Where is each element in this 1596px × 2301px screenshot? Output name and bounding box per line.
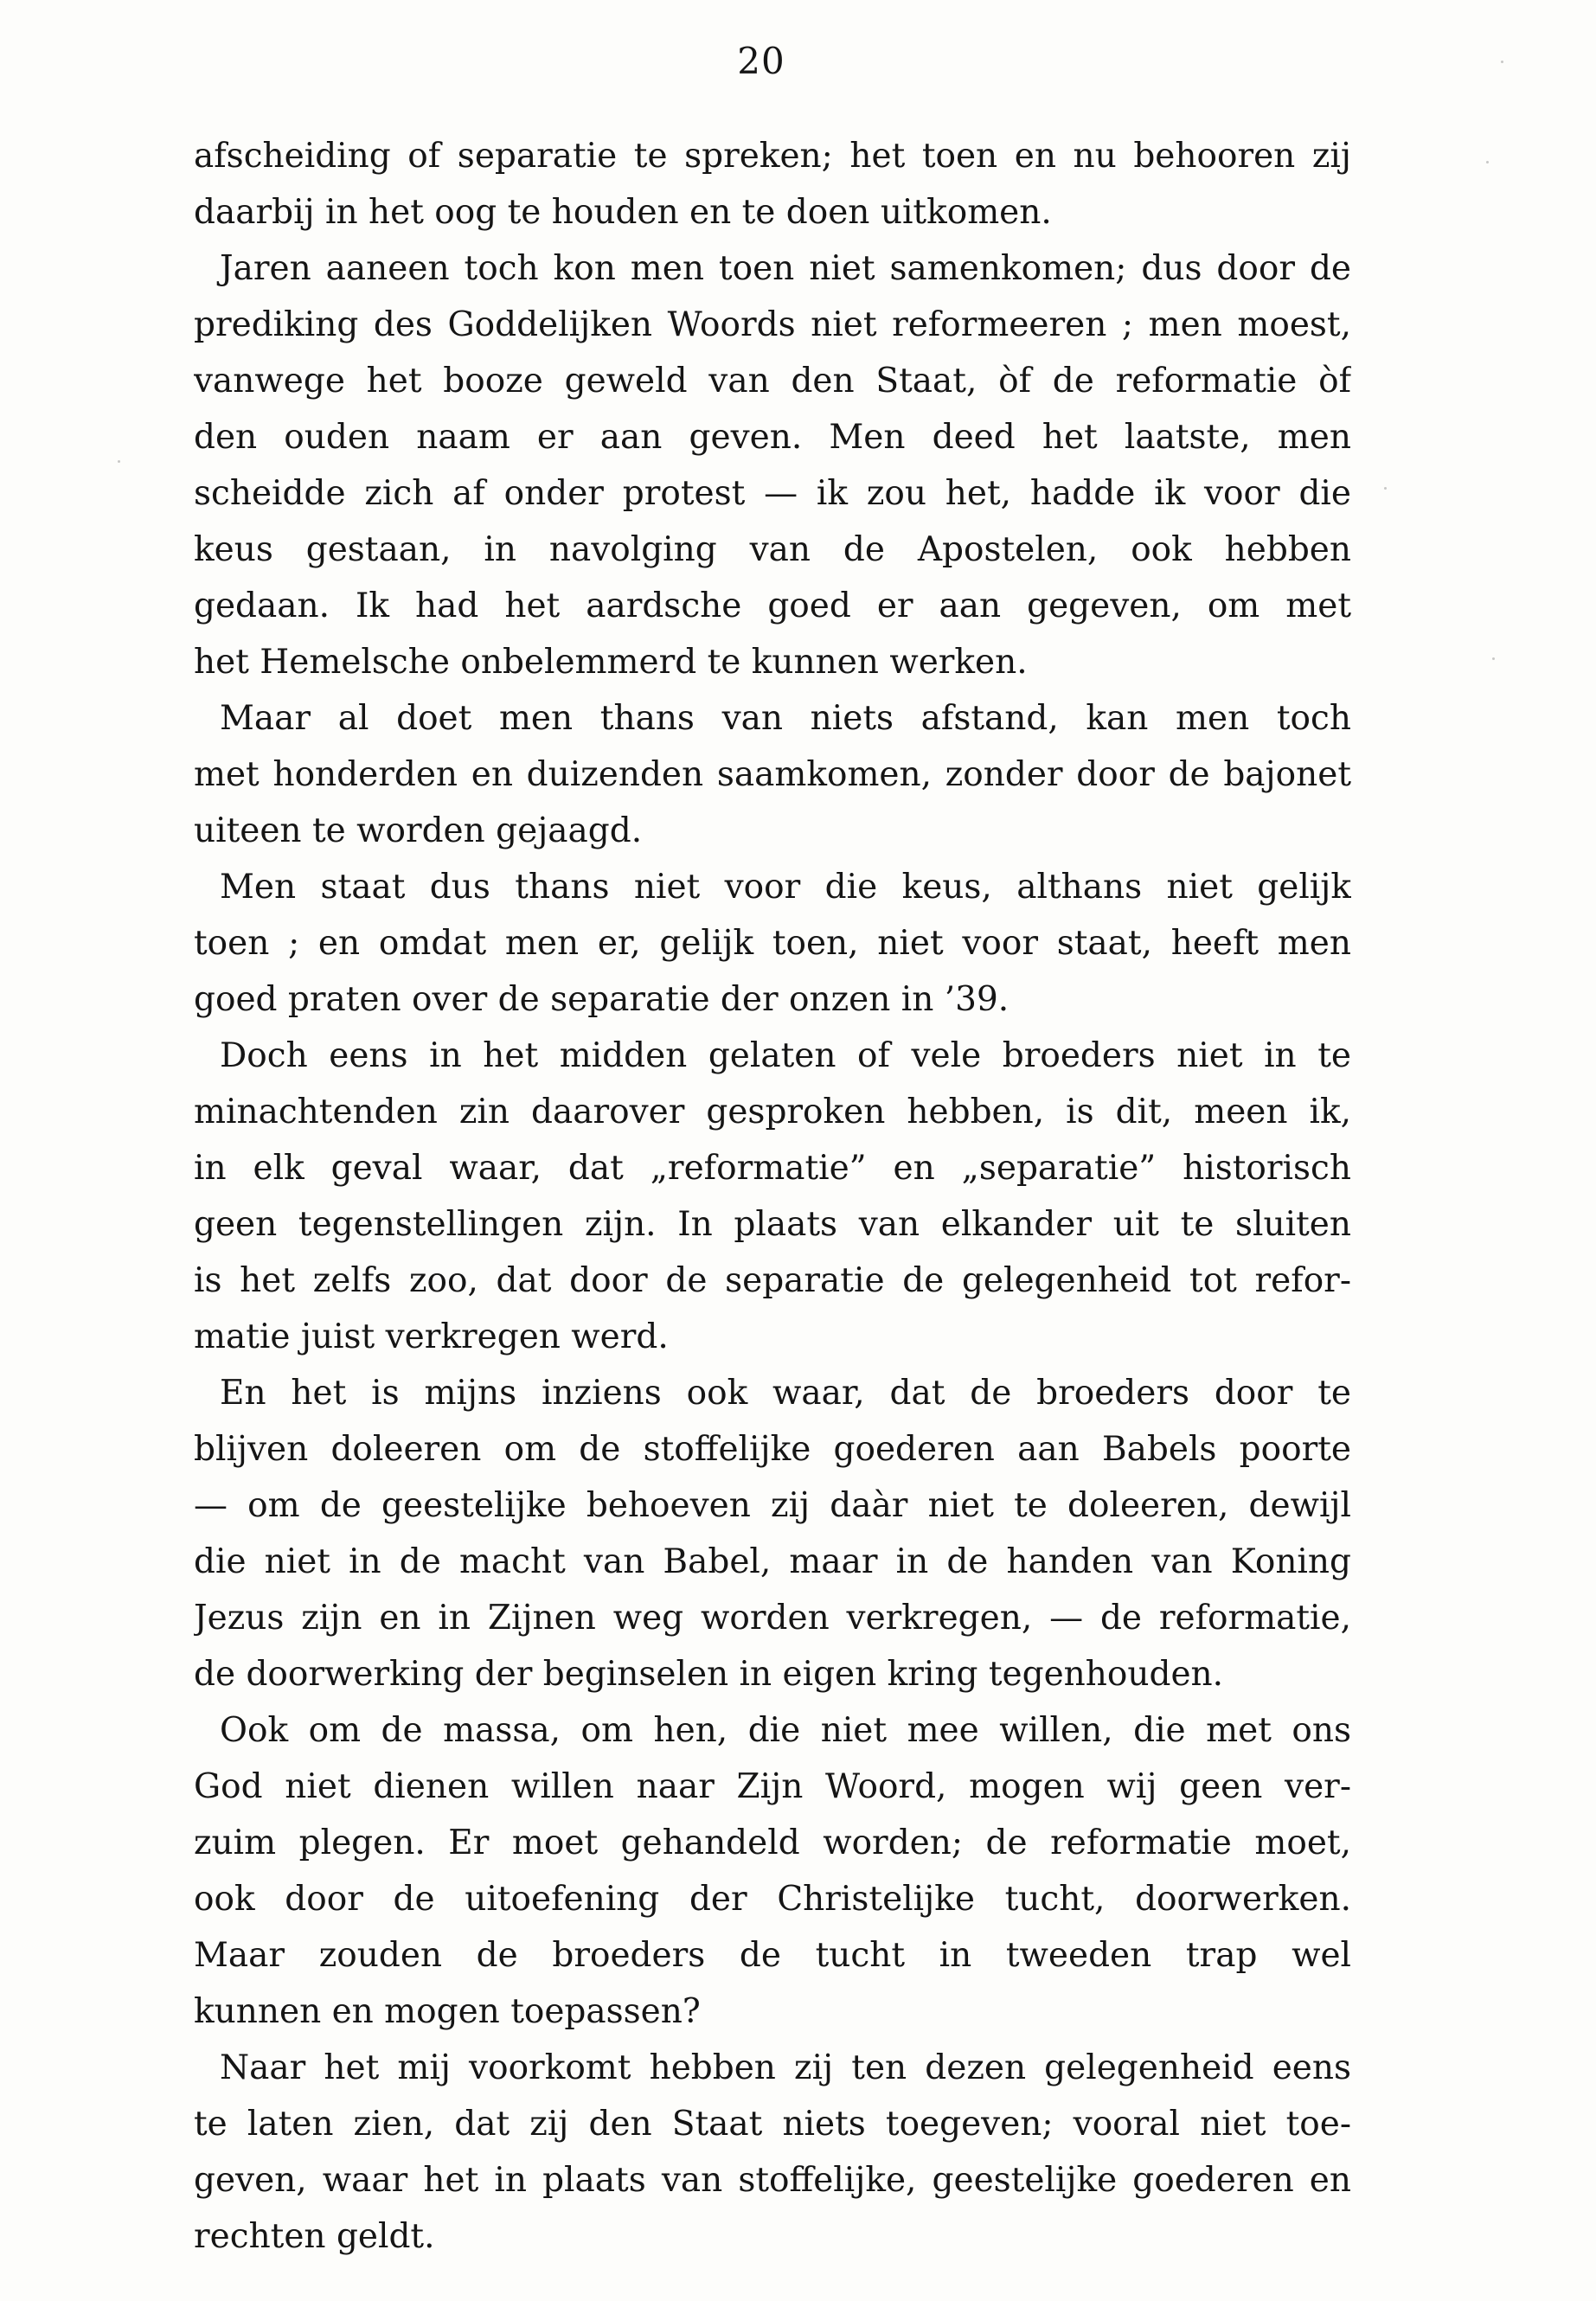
text-line: Maar zouden de broeders de tucht in tweeden trap wel: [194, 1936, 1351, 1975]
text-line: geen tegenstellingen zijn. In plaats van elkander uit te sluiten: [194, 1205, 1351, 1244]
text-line: rechten geldt.: [194, 2217, 435, 2256]
scan-speck: [1486, 161, 1489, 163]
text-line: Men staat dus thans niet voor die keus, althans niet gelijk: [220, 868, 1351, 907]
text-line: toen ; en omdat men er, gelijk toen, niet voor staat, heeft men: [194, 924, 1351, 963]
body-text: [194, 128, 1351, 2265]
text-line: minachtenden zin daarover gesproken hebben, is dit, meen ik,: [194, 1093, 1351, 1131]
text-line: blijven doleeren om de stoffelijke goederen aan Babels poorte: [194, 1430, 1351, 1469]
text-line: Naar het mij voorkomt hebben zij ten dezen gelegenheid eens: [220, 2048, 1351, 2087]
text-line: uiteen te worden gejaagd.: [194, 811, 643, 850]
text-line: kunnen en mogen toepassen?: [194, 1992, 701, 2031]
text-line: goed praten over de separatie der onzen in ’39.: [194, 980, 1010, 1019]
text-line: Maar al doet men thans van niets afstand, kan men toch: [220, 699, 1351, 738]
text-line: het Hemelsche onbelemmerd te kunnen werken.: [194, 643, 1028, 682]
text-line: ook door de uitoefening der Christelijke tucht, doorwerken.: [194, 1880, 1351, 1919]
scan-speck: [118, 460, 120, 463]
text-line: die niet in de macht van Babel, maar in de handen van Koning: [194, 1542, 1351, 1581]
text-line: Jezus zijn en in Zijnen weg worden verkregen, — de reformatie,: [194, 1599, 1351, 1638]
text-line: is het zelfs zoo, dat door de separatie de gelegenheid tot refor-: [194, 1261, 1351, 1300]
text-line: in elk geval waar, dat „reformatie” en „separatie” historisch: [194, 1149, 1351, 1188]
text-line: En het is mijns inziens ook waar, dat de broeders door te: [220, 1374, 1351, 1413]
scan-speck: [1492, 657, 1495, 660]
text-line: met honderden en duizenden saamkomen, zonder door de bajonet: [194, 755, 1351, 794]
text-line: gedaan. Ik had het aardsche goed er aan gegeven, om met: [194, 586, 1351, 625]
text-line: prediking des Goddelijken Woords niet reformeeren ; men moest,: [194, 305, 1351, 344]
text-line: geven, waar het in plaats van stoffelijke, geestelijke goederen en: [194, 2161, 1351, 2200]
text-line: de doorwerking der beginselen in eigen kring tegenhouden.: [194, 1655, 1224, 1694]
scan-speck: [1501, 61, 1503, 63]
text-line: Jaren aaneen toch kon men toen niet samenkomen; dus door de: [220, 249, 1351, 288]
text-line: — om de geestelijke behoeven zij daàr niet te doleeren, dewijl: [194, 1486, 1351, 1525]
text-line: scheidde zich af onder protest — ik zou het, hadde ik voor die: [194, 474, 1351, 513]
text-line: God niet dienen willen naar Zijn Woord, mogen wij geen ver-: [194, 1767, 1351, 1806]
text-line: matie juist verkregen werd.: [194, 1317, 669, 1356]
page-number: 20: [737, 40, 785, 82]
text-line: vanwege het booze geweld van den Staat, òf de reformatie òf: [194, 362, 1351, 401]
text-line: Doch eens in het midden gelaten of vele broeders niet in te: [220, 1036, 1351, 1075]
scan-speck: [1384, 487, 1387, 490]
text-line: te laten zien, dat zij den Staat niets toegeven; vooral niet toe-: [194, 2105, 1351, 2144]
text-line: den ouden naam er aan geven. Men deed het laatste, men: [194, 418, 1351, 457]
text-line: keus gestaan, in navolging van de Apostelen, ook hebben: [194, 530, 1351, 569]
text-line: daarbij in het oog te houden en te doen uitkomen.: [194, 193, 1052, 232]
text-line: zuim plegen. Er moet gehandeld worden; de reformatie moet,: [194, 1823, 1351, 1862]
text-line: afscheiding of separatie te spreken; het toen en nu behooren zij: [194, 137, 1351, 176]
text-line: Ook om de massa, om hen, die niet mee willen, die met ons: [220, 1711, 1351, 1750]
